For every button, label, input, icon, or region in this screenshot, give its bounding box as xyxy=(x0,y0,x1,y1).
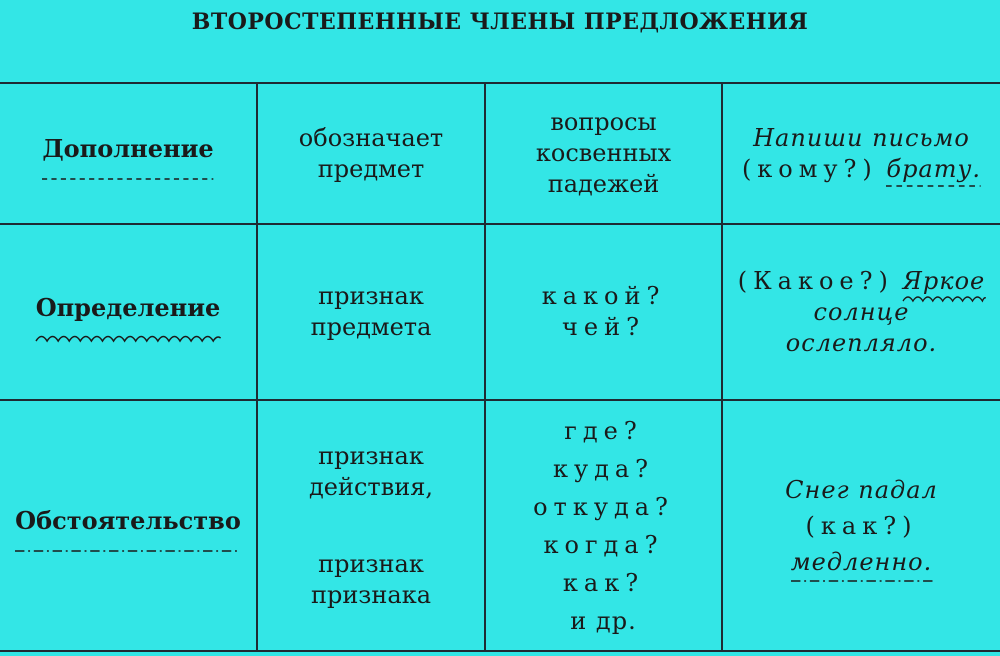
question-line: и др. xyxy=(570,606,637,635)
question-line: падежей xyxy=(547,170,660,198)
meaning-line: признак xyxy=(318,282,424,310)
example-line: Напиши письмо xyxy=(753,123,970,152)
meaning-cell-adverbial xyxy=(258,401,486,652)
meaning-line: признак xyxy=(318,441,424,470)
question-line: куда? xyxy=(552,454,655,483)
dash-dot-underline xyxy=(15,544,241,558)
example-line: солнце xyxy=(813,297,910,326)
example-question: (кому?) xyxy=(741,154,878,183)
meaning-line: предмет xyxy=(317,154,425,183)
dash-dot-underline xyxy=(791,576,933,586)
question-line: косвенных xyxy=(535,139,672,167)
term-label: Дополнение xyxy=(42,134,214,163)
meaning-line: действия, xyxy=(309,472,433,501)
questions-cell-adverbial xyxy=(486,401,723,652)
example-underlined-word xyxy=(886,154,981,185)
term-attribute xyxy=(36,292,221,333)
question-line: чей? xyxy=(562,313,645,341)
example-line xyxy=(742,154,981,185)
members-table xyxy=(0,82,1000,652)
term-label: Обстоятельство xyxy=(15,506,241,535)
meaning-line: признак xyxy=(318,549,424,578)
dashed-underline xyxy=(886,181,981,191)
example-line: Снег падал xyxy=(785,475,938,504)
meaning-line: признака xyxy=(310,580,432,609)
example-question: (Какое?) xyxy=(737,266,894,295)
term-label: Определение xyxy=(35,292,221,322)
questions-cell-attribute xyxy=(486,225,723,401)
wavy-underline xyxy=(36,331,221,345)
example-line: ослепляло. xyxy=(785,328,938,357)
term-adverbial xyxy=(15,505,241,546)
meaning-line: обозначает xyxy=(298,123,444,152)
term-cell-attribute xyxy=(0,225,258,401)
term-cell-complement xyxy=(0,82,258,225)
question-line: где? xyxy=(564,416,643,445)
question-line: вопросы xyxy=(550,108,657,136)
example-line xyxy=(738,266,986,297)
example-word: брату. xyxy=(886,154,982,183)
meaning-cell-attribute xyxy=(258,225,486,401)
term-complement xyxy=(42,133,213,174)
example-cell-complement xyxy=(723,82,1000,225)
question-line: как? xyxy=(562,568,645,597)
question-line: когда? xyxy=(543,530,664,559)
question-line: какой? xyxy=(541,282,666,310)
example-underlined-word xyxy=(903,266,986,297)
example-question: (как?) xyxy=(805,511,918,540)
example-underlined-word xyxy=(791,544,933,580)
wavy-underline xyxy=(903,293,986,303)
question-line: откуда? xyxy=(533,492,674,521)
meaning-line: предмета xyxy=(310,313,432,341)
example-word: медленно. xyxy=(790,547,933,576)
term-cell-adverbial xyxy=(0,401,258,652)
example-word: Яркое xyxy=(902,266,986,295)
example-cell-adverbial xyxy=(723,401,1000,652)
dashed-underline xyxy=(42,172,213,186)
questions-cell-complement xyxy=(486,82,723,225)
example-cell-attribute xyxy=(723,225,1000,401)
meaning-cell-complement xyxy=(258,82,486,225)
page-title: ВТОРОСТЕПЕННЫЕ ЧЛЕНЫ ПРЕДЛОЖЕНИЯ xyxy=(191,9,809,35)
